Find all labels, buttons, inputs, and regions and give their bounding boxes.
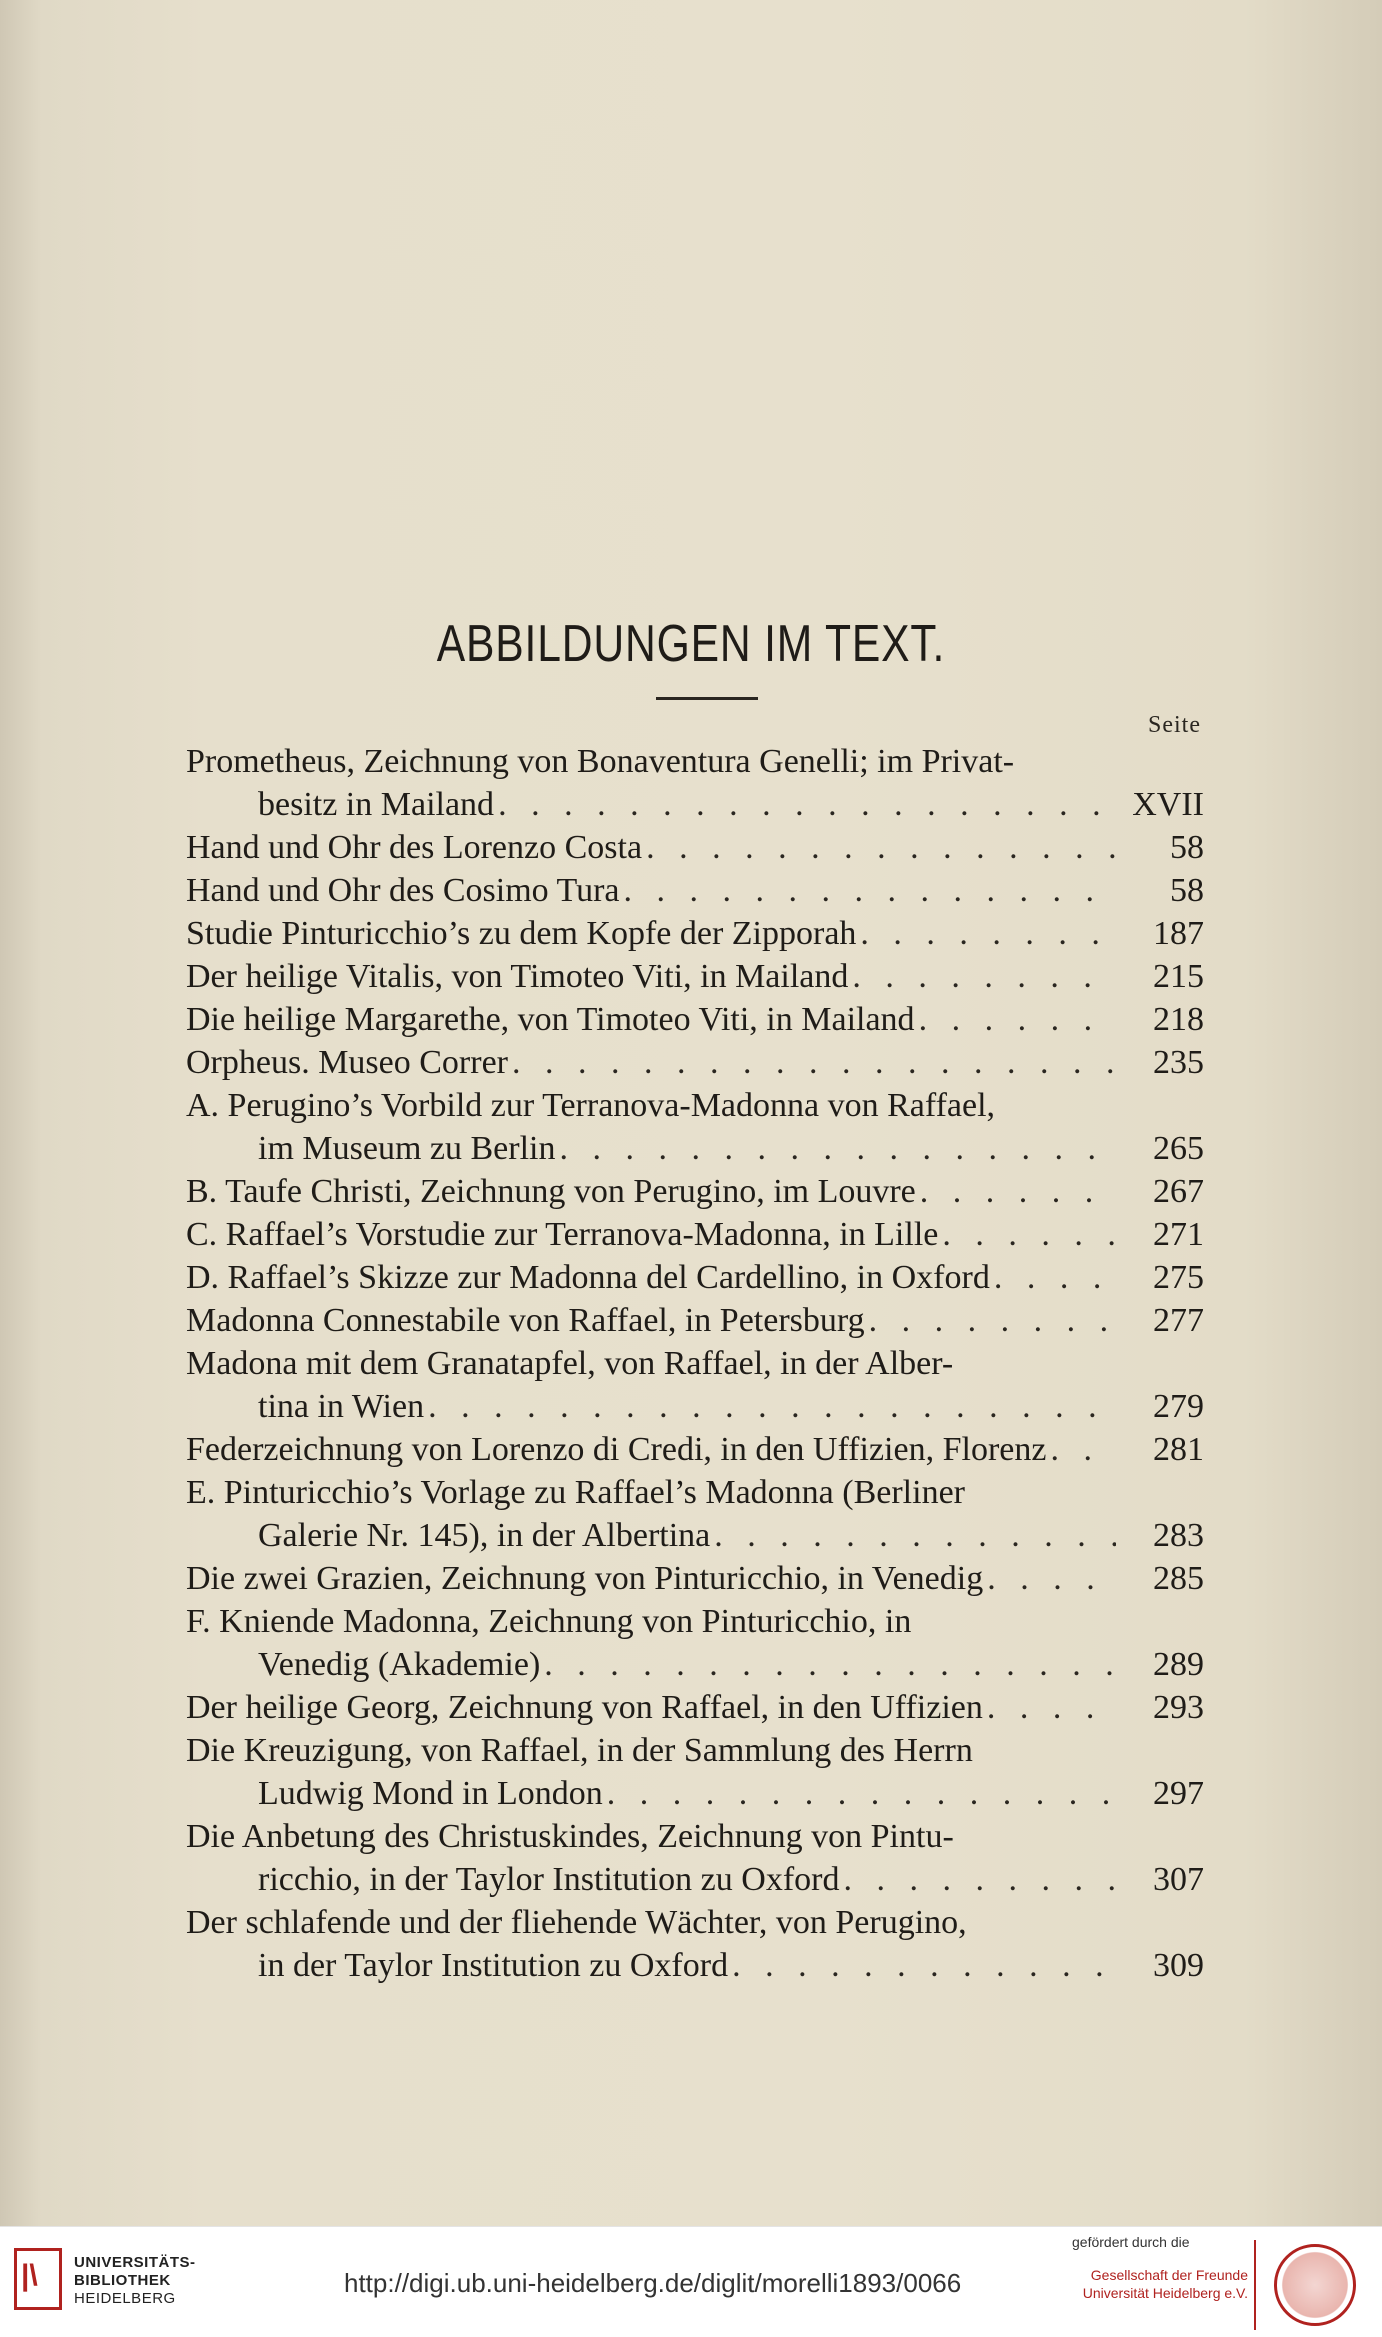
figure-entry-line — [186, 1729, 1120, 1773]
figure-entry-line — [186, 740, 1120, 784]
figure-page-number: 279 — [1153, 1388, 1204, 1425]
dot-leader — [646, 826, 1116, 870]
figure-entry-text: Federzeichnung von Lorenzo di Credi, in den Uffizien, Florenz — [186, 1431, 1047, 1468]
figure-entry-line — [186, 912, 1120, 956]
figure-page-number: 187 — [1153, 915, 1204, 952]
dot-leader — [512, 1041, 1116, 1085]
figure-entry-text: Studie Pinturicchio’s zu dem Kopfe der Zipporah — [186, 915, 857, 952]
figure-entry-line — [258, 1772, 1120, 1816]
figure-entry-line — [186, 1170, 1120, 1214]
figure-entry-line — [186, 1041, 1120, 1085]
seite-label: Seite — [1148, 712, 1201, 738]
figure-entry-text: D. Raffael’s Skizze zur Madonna del Cardellino, in Oxford — [186, 1259, 990, 1296]
dot-leader — [607, 1772, 1116, 1816]
footer-divider — [1254, 2240, 1256, 2330]
dot-leader — [869, 1299, 1116, 1343]
figure-entry-text: im Museum zu Berlin — [258, 1130, 556, 1167]
university-seal-icon — [1274, 2244, 1356, 2326]
figure-entry-line — [186, 1600, 1120, 1644]
figure-entry-text: Der heilige Vitalis, von Timoteo Viti, in Mailand — [186, 958, 849, 995]
figure-entry-text: Der heilige Georg, Zeichnung von Raffael, in den Uffizien — [186, 1689, 983, 1726]
dot-leader — [860, 912, 1116, 956]
figure-entry-text: ricchio, in der Taylor Institution zu Oxford — [258, 1861, 840, 1898]
figure-entry-line — [186, 1471, 1120, 1515]
figure-page-number: 307 — [1153, 1861, 1204, 1898]
figure-entry-line — [186, 1342, 1120, 1386]
library-line: HEIDELBERG — [74, 2290, 176, 2307]
figure-page-number: 297 — [1153, 1775, 1204, 1812]
figure-entry-line — [186, 1901, 1120, 1945]
figure-entry-text: A. Perugino’s Vorbild zur Terranova-Madonna von Raffael, — [186, 1087, 996, 1124]
dot-leader — [852, 955, 1116, 999]
dot-leader — [994, 1256, 1116, 1300]
figure-entry-text: tina in Wien — [258, 1388, 425, 1425]
page-title: ABBILDUNGEN IM TEXT. — [436, 615, 946, 673]
figure-page-number: 281 — [1153, 1431, 1204, 1468]
figure-entry-line — [258, 1385, 1120, 1429]
sponsor-name — [1068, 2266, 1248, 2302]
digital-copy-url[interactable]: http://digi.ub.uni-heidelberg.de/diglit/morelli1893/0066 — [344, 2268, 962, 2298]
dot-leader — [987, 1686, 1116, 1730]
dot-leader — [920, 1170, 1116, 1214]
dot-leader — [1050, 1428, 1116, 1472]
dot-leader — [942, 1213, 1116, 1257]
figure-entry-text: B. Taufe Christi, Zeichnung von Perugino, im Louvre — [186, 1173, 916, 1210]
figure-entry-text: Orpheus. Museo Correr — [186, 1044, 508, 1081]
figure-page-number: 267 — [1153, 1173, 1204, 1210]
figure-page-number: 275 — [1153, 1259, 1204, 1296]
figure-entry-text: in der Taylor Institution zu Oxford — [258, 1947, 729, 1984]
dot-leader — [428, 1385, 1116, 1429]
figure-page-number: XVII — [1132, 786, 1204, 823]
figure-entry-text: Venedig (Akademie) — [258, 1646, 541, 1683]
dot-leader — [843, 1858, 1116, 1902]
figure-entry-text: besitz in Mailand — [258, 786, 495, 823]
figure-page-number: 277 — [1153, 1302, 1204, 1339]
figure-page-number: 235 — [1153, 1044, 1204, 1081]
figure-entry-line — [186, 1213, 1120, 1257]
figure-entry-text: Die heilige Margarethe, von Timoteo Viti, in Mailand — [186, 1001, 915, 1038]
title-rule — [656, 697, 758, 700]
figure-entry-text: Die Kreuzigung, von Raffael, in der Sammlung des Herrn — [186, 1732, 973, 1769]
figure-page-number: 285 — [1153, 1560, 1204, 1597]
figure-entry-line — [258, 1127, 1120, 1171]
dot-leader — [714, 1514, 1116, 1558]
figure-entry-line — [258, 1643, 1120, 1687]
figure-entry-line — [258, 783, 1120, 827]
figure-entry-line — [186, 998, 1120, 1042]
dot-leader — [919, 998, 1116, 1042]
figure-page-number: 309 — [1153, 1947, 1204, 1984]
library-line: UNIVERSITÄTS- — [74, 2254, 196, 2271]
figure-entry-text: Madonna Connestabile von Raffael, in Petersburg — [186, 1302, 865, 1339]
figure-entry-line — [258, 1858, 1120, 1902]
figure-entry-text: Ludwig Mond in London — [258, 1775, 603, 1812]
figure-entry-line — [186, 1299, 1120, 1343]
library-line: BIBLIOTHEK — [74, 2272, 171, 2289]
figure-entry-line — [186, 1084, 1120, 1128]
figure-page-number: 218 — [1153, 1001, 1204, 1038]
dot-leader — [544, 1643, 1116, 1687]
dot-leader — [498, 783, 1116, 827]
sponsor-line: Universität Heidelberg e.V. — [1082, 2285, 1248, 2301]
figure-page-number: 289 — [1153, 1646, 1204, 1683]
figure-entry-text: F. Kniende Madonna, Zeichnung von Pinturicchio, in — [186, 1603, 912, 1640]
dot-leader — [624, 869, 1116, 913]
figure-page-number: 271 — [1153, 1216, 1204, 1253]
figure-entry-line — [186, 869, 1120, 913]
figure-entry-text: C. Raffael’s Vorstudie zur Terranova-Madonna, in Lille — [186, 1216, 939, 1253]
figure-page-number: 58 — [1170, 872, 1204, 909]
figure-entry-text: Madona mit dem Granatapfel, von Raffael, in der Alber- — [186, 1345, 954, 1382]
figure-entry-line — [186, 1557, 1120, 1601]
figure-entry-text: Der schlafende und der fliehende Wächter, von Perugino, — [186, 1904, 967, 1941]
dot-leader — [987, 1557, 1116, 1601]
figure-entry-line — [258, 1944, 1120, 1988]
figure-entry-text: Hand und Ohr des Cosimo Tura — [186, 872, 620, 909]
dot-leader — [559, 1127, 1116, 1171]
figure-entry-line — [186, 1428, 1120, 1472]
figure-entry-line — [186, 1686, 1120, 1730]
sponsor-line: Gesellschaft der Freunde — [1090, 2267, 1248, 2283]
figure-page-number: 215 — [1153, 958, 1204, 995]
figure-entry-line — [186, 955, 1120, 999]
figure-entry-text: Die zwei Grazien, Zeichnung von Pinturicchio, in Venedig — [186, 1560, 984, 1597]
figure-entry-text: Prometheus, Zeichnung von Bonaventura Genelli; im Privat- — [186, 743, 1015, 780]
figure-entry-line — [186, 1815, 1120, 1859]
figure-entry-line — [186, 1256, 1120, 1300]
figure-entry-text: Hand und Ohr des Lorenzo Costa — [186, 829, 643, 866]
figure-page-number: 283 — [1153, 1517, 1204, 1554]
ub-heidelberg-logo-icon: |\ — [14, 2248, 62, 2310]
figure-page-number: 293 — [1153, 1689, 1204, 1726]
library-name — [74, 2254, 196, 2308]
figure-entry-line — [186, 826, 1120, 870]
figure-entry-text: E. Pinturicchio’s Vorlage zu Raffael’s Madonna (Berliner — [186, 1474, 965, 1511]
figure-entry-line — [258, 1514, 1120, 1558]
figure-page-number: 58 — [1170, 829, 1204, 866]
dot-leader — [732, 1944, 1116, 1988]
figure-page-number: 265 — [1153, 1130, 1204, 1167]
figure-entry-text: Galerie Nr. 145), in der Albertina — [258, 1517, 711, 1554]
figure-entry-text: Die Anbetung des Christuskindes, Zeichnung von Pintu- — [186, 1818, 954, 1855]
sponsor-label: gefördert durch die — [1072, 2234, 1190, 2250]
